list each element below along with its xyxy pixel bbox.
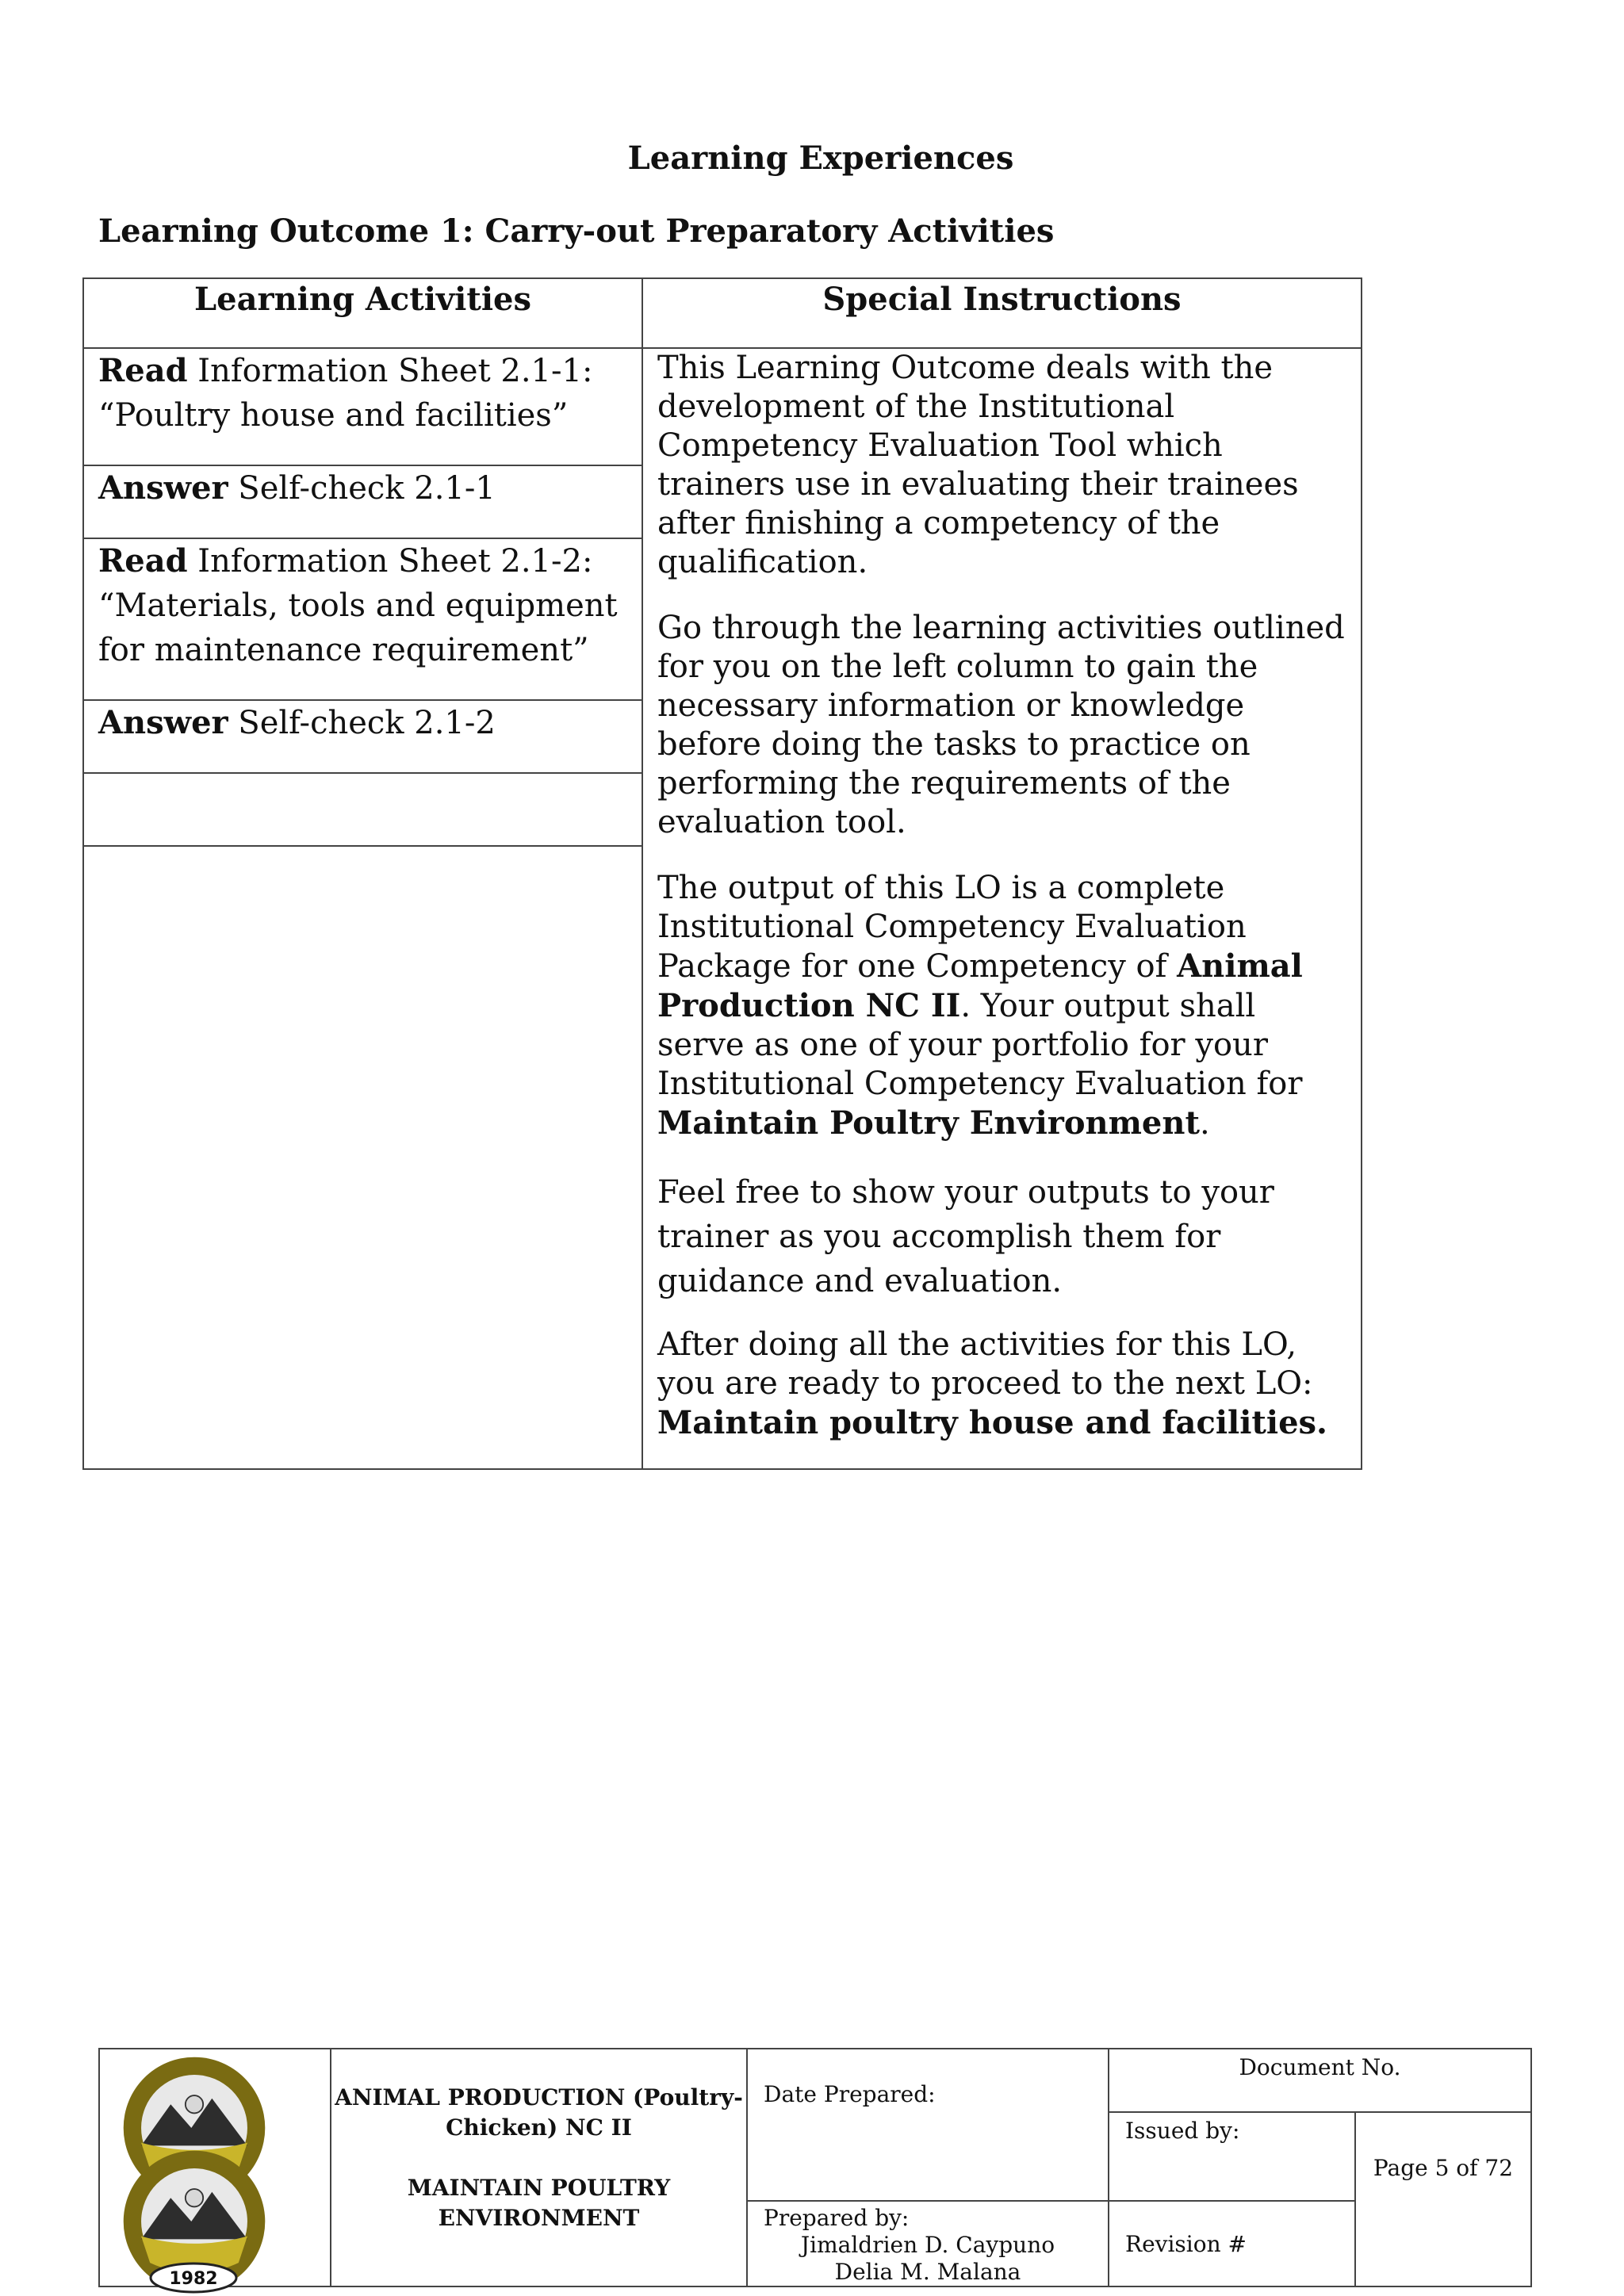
page-title: Learning Experiences bbox=[627, 140, 1014, 177]
activity-verb: Answer bbox=[98, 469, 228, 507]
learning-outcome-heading: Learning Outcome 1: Carry-out Preparatory Activities bbox=[98, 212, 1055, 250]
instruction-bold: Animal Production NC II bbox=[657, 947, 1303, 1024]
activity-cell bbox=[83, 465, 642, 538]
instruction-text: . Your output shall serve as one of your portfolio for your Institutional Competency Evaluation for bbox=[657, 988, 1303, 1102]
activity-text: Self-check 2.1-1 bbox=[228, 470, 496, 507]
activity-text: Self-check 2.1-2 bbox=[228, 705, 496, 741]
preparer-name: Delia M. Malana bbox=[834, 2259, 1021, 2285]
instruction-bold: Maintain Poultry Environment bbox=[657, 1104, 1200, 1142]
page-number: Page 5 of 72 bbox=[1373, 2155, 1514, 2181]
issued-by-cell bbox=[1109, 2112, 1355, 2201]
instruction-paragraph: This Learning Outcome deals with the development of the Institutional Competency Evaluation Tool which trainers use in evaluating their trainees after finishing a competency of the qualification. bbox=[657, 350, 1299, 580]
footer-unit-title: MAINTAIN POULTRY ENVIRONMENT bbox=[407, 2175, 671, 2231]
activity-text: Information Sheet 2.1-2: “Materials, tools and equipment for maintenance requirement” bbox=[98, 543, 618, 668]
logo-year-text: 1982 bbox=[169, 2269, 218, 2289]
footer-qualification-title: ANIMAL PRODUCTION (Poultry-Chicken) NC II bbox=[335, 2084, 743, 2141]
special-instructions-cell bbox=[642, 348, 1362, 1469]
revision-label: Revision # bbox=[1125, 2230, 1247, 2257]
activity-cell bbox=[83, 348, 642, 465]
instruction-paragraph: Feel free to show your outputs to your trainer as you accomplish them for guidance and evaluation. bbox=[657, 1174, 1274, 1299]
instruction-bold: Maintain poultry house and facilities. bbox=[657, 1404, 1327, 1441]
logo-cell bbox=[99, 2049, 331, 2286]
prepared-by-label: Prepared by: bbox=[764, 2205, 910, 2231]
activity-cell-empty bbox=[83, 846, 642, 1469]
logo-year-badge bbox=[149, 2262, 238, 2294]
date-prepared-label: Date Prepared: bbox=[764, 2081, 936, 2107]
activity-text: Information Sheet 2.1-1: “Poultry house and facilities” bbox=[98, 353, 593, 434]
instruction-text: . bbox=[1199, 1105, 1210, 1142]
activity-verb: Read bbox=[98, 542, 188, 580]
activity-cell bbox=[83, 700, 642, 773]
header-learning-activities: Learning Activities bbox=[83, 278, 642, 348]
activity-verb: Answer bbox=[98, 704, 228, 741]
table-row bbox=[83, 348, 1362, 465]
date-prepared-cell bbox=[747, 2049, 1109, 2201]
instruction-text: The output of this LO is a complete Institutional Competency Evaluation Package for one Competency of bbox=[657, 870, 1247, 985]
instruction-text: After doing all the activities for this LO, you are ready to proceed to the next LO: bbox=[657, 1326, 1313, 1402]
revision-cell bbox=[1109, 2201, 1355, 2286]
document-no-cell bbox=[1109, 2049, 1531, 2112]
footer-title-cell bbox=[331, 2049, 747, 2286]
prepared-by-cell bbox=[747, 2201, 1109, 2286]
instruction-paragraph: Go through the learning activities outlined for you on the left column to gain the necessary information or knowledge before doing the tasks to practice on performing the requirements of the evaluation tool. bbox=[657, 610, 1345, 840]
page-number-cell bbox=[1355, 2112, 1531, 2286]
activity-cell bbox=[83, 538, 642, 700]
preparer-name: Jimaldrien D. Caypuno bbox=[800, 2232, 1055, 2258]
header-special-instructions: Special Instructions bbox=[642, 278, 1362, 348]
learning-experiences-table bbox=[82, 277, 1362, 1470]
document-footer bbox=[98, 2048, 1532, 2287]
instruction-paragraph bbox=[657, 869, 1346, 1143]
document-no-label: Document No. bbox=[1239, 2054, 1401, 2080]
activity-verb: Read bbox=[98, 352, 188, 389]
activity-cell-empty bbox=[83, 773, 642, 846]
issued-by-label: Issued by: bbox=[1125, 2118, 1240, 2144]
instruction-paragraph bbox=[657, 1326, 1346, 1443]
table-header-row bbox=[83, 278, 1362, 348]
